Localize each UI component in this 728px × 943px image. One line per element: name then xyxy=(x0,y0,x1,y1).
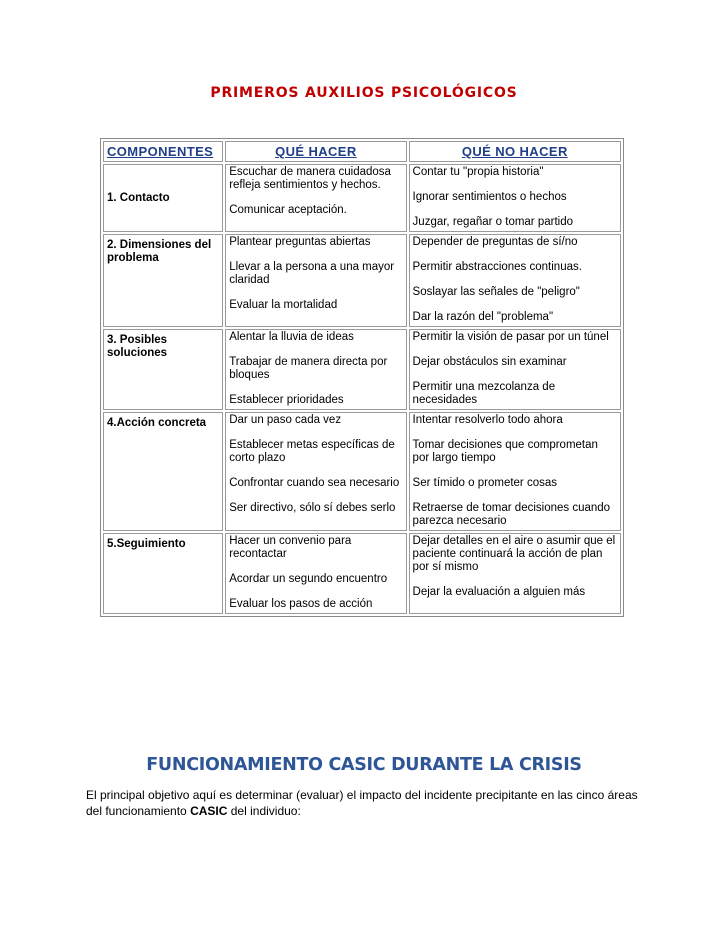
dont-item: Permitir la visión de pasar por un túnel xyxy=(412,331,609,343)
do-item: Hacer un convenio para recontactar xyxy=(229,535,352,560)
do-item: Establecer metas específicas de corto plazo xyxy=(229,439,395,464)
do-cell xyxy=(225,412,406,531)
dont-cell xyxy=(409,533,621,614)
document-title: PRIMEROS AUXILIOS PSICOLÓGICOS xyxy=(210,85,518,101)
dont-item: Retraerse de tomar decisiones cuando parezca necesario xyxy=(412,502,611,527)
dont-item: Permitir abstracciones continuas. xyxy=(412,261,582,273)
do-cell xyxy=(225,329,406,410)
table-row xyxy=(103,412,621,531)
table-row xyxy=(103,533,621,614)
paragraph-text: El principal objetivo aquí es determinar (evaluar) el impacto del incidente precipitante en las cinco áreas del funcionamiento xyxy=(86,788,638,818)
dont-item: Ser tímido o prometer cosas xyxy=(412,477,557,489)
casic-term: CASIC xyxy=(190,804,228,818)
first-aid-table xyxy=(100,138,624,617)
component-cell: 1. Contacto xyxy=(103,164,223,232)
dont-item: Depender de preguntas de sí/no xyxy=(412,236,578,248)
do-item: Alentar la lluvia de ideas xyxy=(229,331,354,343)
dont-item: Contar tu "propia historia" xyxy=(412,166,544,178)
header-que-hacer: QUÉ HACER xyxy=(225,141,406,162)
do-item: Plantear preguntas abiertas xyxy=(229,236,371,248)
do-item: Dar un paso cada vez xyxy=(229,414,342,426)
component-cell: 5.Seguimiento xyxy=(103,533,223,614)
dont-item: Dejar detalles en el aire o asumir que el paciente continuará la acción de plan por sí mismo xyxy=(412,535,616,573)
do-item: Establecer prioridades xyxy=(229,394,344,406)
table-header-row xyxy=(103,141,621,162)
paragraph-text-end: del individuo: xyxy=(227,804,301,818)
component-cell: 3. Posibles soluciones xyxy=(103,329,223,410)
dont-cell xyxy=(409,164,621,232)
do-item: Llevar a la persona a una mayor claridad xyxy=(229,261,395,286)
do-cell xyxy=(225,234,406,327)
do-cell xyxy=(225,533,406,614)
dont-cell xyxy=(409,412,621,531)
dont-item: Soslayar las señales de "peligro" xyxy=(412,286,580,298)
dont-item: Dejar la evaluación a alguien más xyxy=(412,586,586,598)
header-componentes: COMPONENTES xyxy=(103,141,223,162)
do-item: Evaluar la mortalidad xyxy=(229,299,338,311)
intro-paragraph xyxy=(86,787,656,819)
do-item: Ser directivo, sólo sí debes serlo xyxy=(229,502,396,514)
table-row xyxy=(103,234,621,327)
header-que-no-hacer: QUÉ NO HACER xyxy=(409,141,621,162)
dont-item: Ignorar sentimientos o hechos xyxy=(412,191,567,203)
component-cell: 2. Dimensiones del problema xyxy=(103,234,223,327)
section-title: FUNCIONAMIENTO CASIC DURANTE LA CRISIS xyxy=(146,755,582,775)
do-item: Trabajar de manera directa por bloques xyxy=(229,356,388,381)
do-item: Evaluar los pasos de acción xyxy=(229,598,373,610)
table-row xyxy=(103,329,621,410)
dont-item: Permitir una mezcolanza de necesidades xyxy=(412,381,556,406)
dont-cell xyxy=(409,234,621,327)
do-item: Confrontar cuando sea necesario xyxy=(229,477,400,489)
dont-item: Juzgar, regañar o tomar partido xyxy=(412,216,573,228)
do-item: Comunicar aceptación. xyxy=(229,204,347,216)
dont-item: Tomar decisiones que comprometan por largo tiempo xyxy=(412,439,598,464)
component-cell: 4.Acción concreta xyxy=(103,412,223,531)
table-row xyxy=(103,164,621,232)
dont-cell xyxy=(409,329,621,410)
dont-item: Dejar obstáculos sin examinar xyxy=(412,356,567,368)
do-item: Acordar un segundo encuentro xyxy=(229,573,388,585)
dont-item: Intentar resolverlo todo ahora xyxy=(412,414,563,426)
dont-item: Dar la razón del "problema" xyxy=(412,311,554,323)
do-item: Escuchar de manera cuidadosa refleja sentimientos y hechos. xyxy=(229,166,391,191)
do-cell xyxy=(225,164,406,232)
